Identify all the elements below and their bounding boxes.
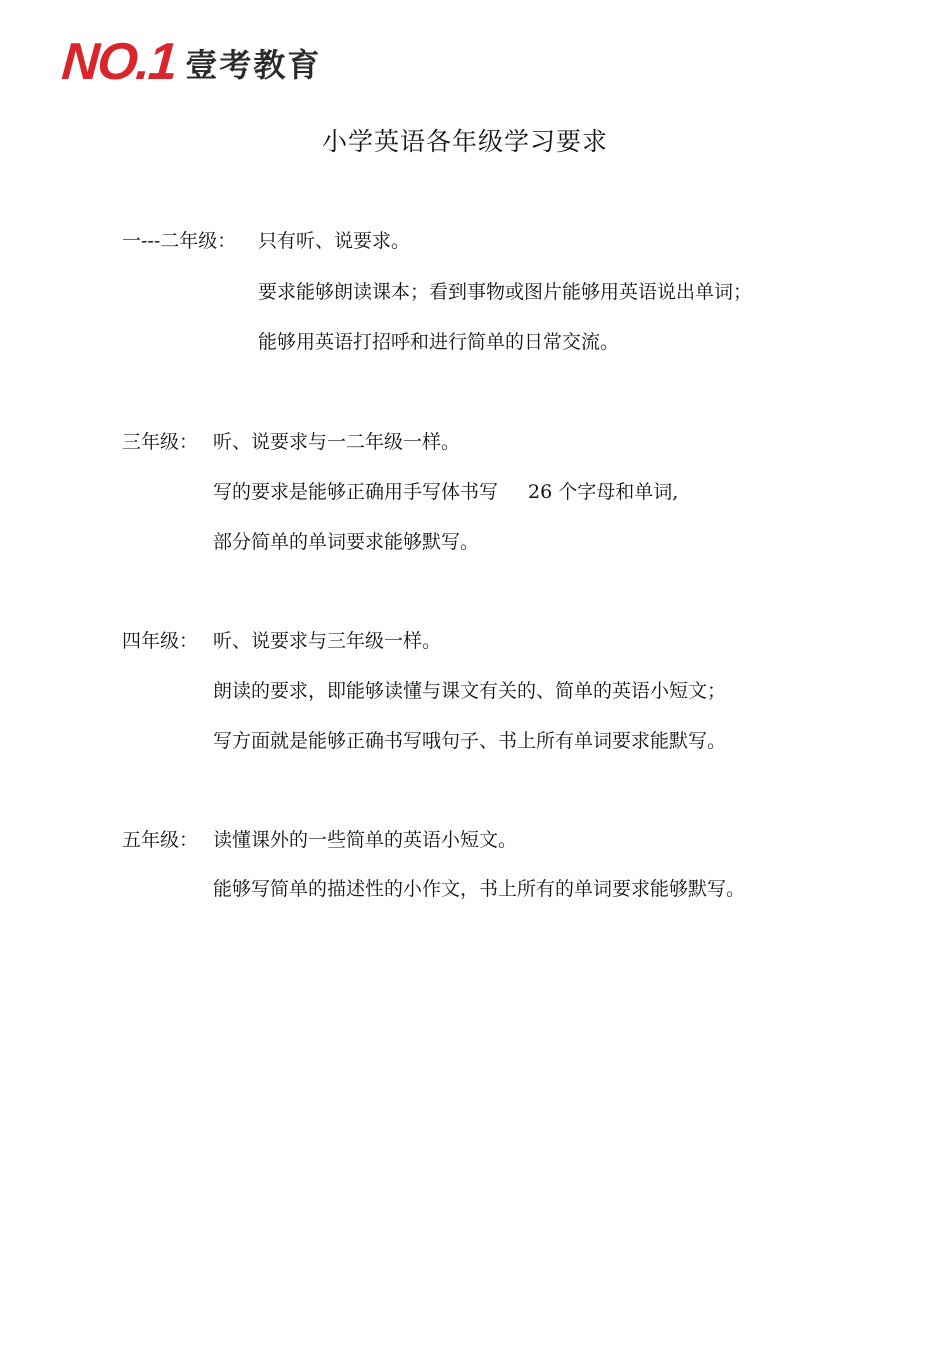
section-line: 要求能够朗读课本；看到事物或图片能够用英语说出单词；: [258, 281, 753, 303]
section-label-grade-4: 四年级：: [122, 630, 199, 652]
section-line: 能够用英语打招呼和进行简单的日常交流。: [258, 331, 620, 353]
company-logo: [59, 33, 322, 91]
logo-text: 壹考教育: [185, 46, 322, 84]
section-line: 读懂课外的一些简单的英语小短文。: [213, 829, 518, 851]
section-line: 听、说要求与一二年级一样。: [213, 431, 461, 453]
section-line: 朗读的要求，即能够读懂与课文有关的、简单的英语小短文；: [213, 680, 727, 702]
section-line: 写方面就是能够正确书写哦句子、书上所有单词要求能默写。: [213, 730, 727, 752]
section-line: 听、说要求与三年级一样。: [213, 630, 442, 652]
section-line: 能够写简单的描述性的小作文，书上所有的单词要求能够默写。: [213, 878, 746, 900]
section-line: 只有听、说要求。: [258, 230, 411, 252]
section-line-part: 26 个字母和单词,: [528, 481, 679, 503]
document-title: 小学英语各年级学习要求: [321, 127, 608, 156]
section-line: [213, 481, 678, 504]
logo-mark-text: NO.1: [59, 33, 178, 91]
section-label-grade-3: 三年级：: [122, 431, 199, 453]
logo-mark: [59, 33, 178, 91]
section-label-grade-5: 五年级：: [122, 829, 199, 851]
section-line-part: 写的要求是能够正确用手写体书写: [213, 481, 499, 503]
section-label-grade-1-2: 一---二年级：: [122, 230, 237, 252]
section-line: 部分简单的单词要求能够默写。: [213, 531, 480, 553]
